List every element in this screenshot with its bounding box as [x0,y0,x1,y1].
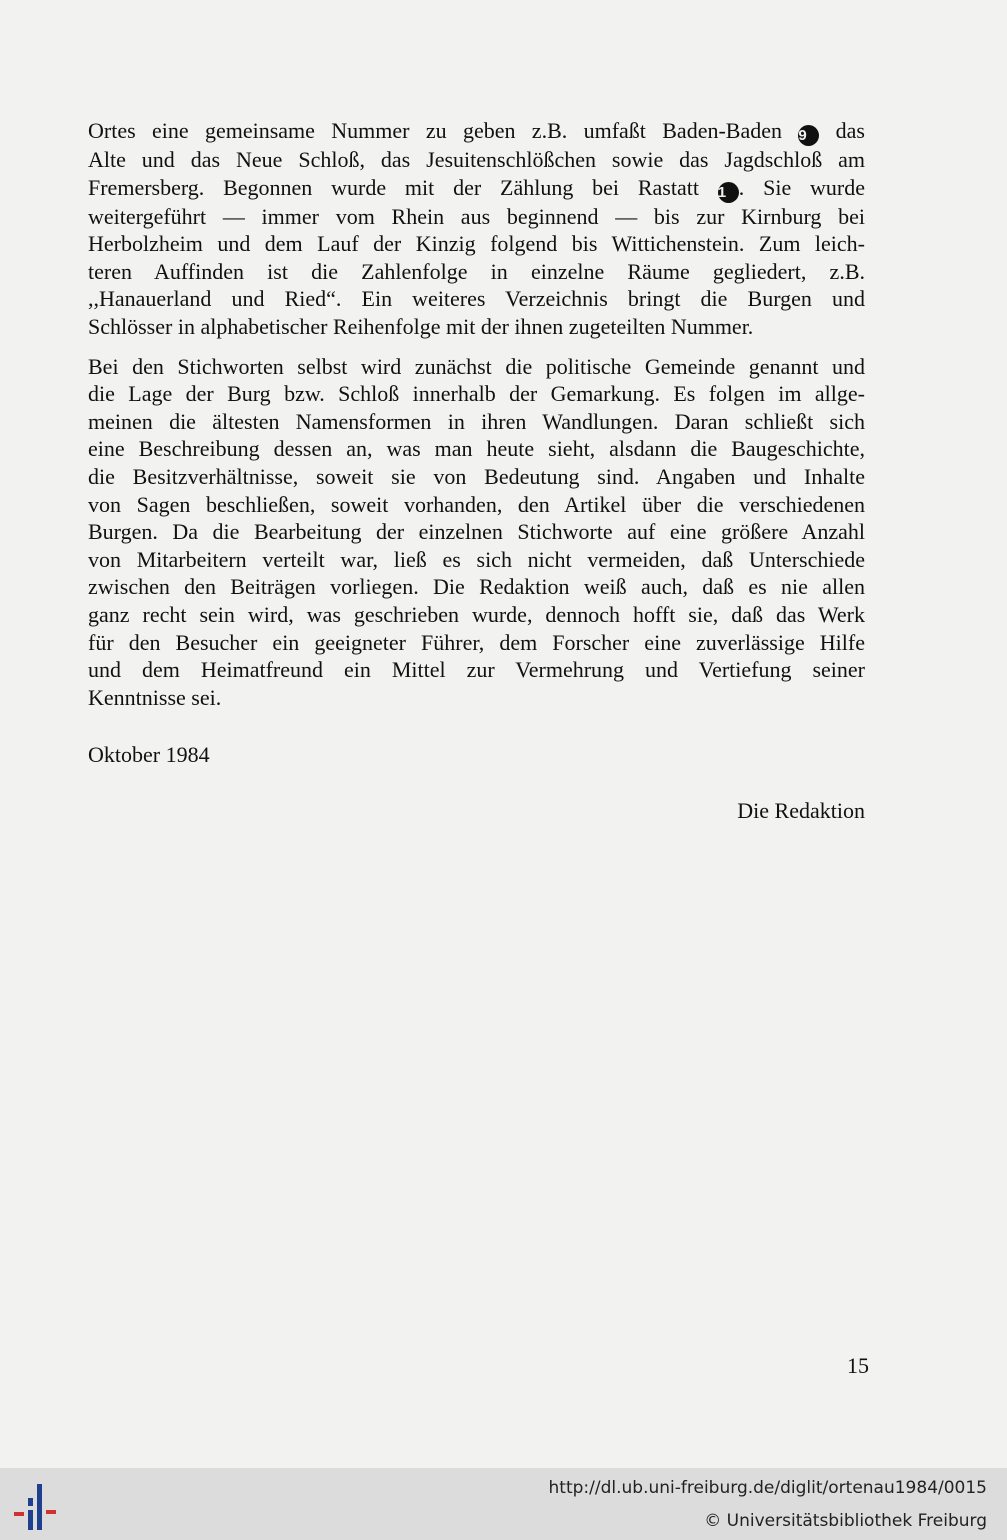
text-line: ganz recht sein wird, was geschrieben wurde, dennoch hofft sie, daß das Werk [88,601,865,627]
text-line [88,117,865,146]
signature: Die Redaktion [737,798,865,823]
text-line: von Mitarbeitern verteilt war, ließ es sich nicht vermeiden, daß Unterschiede [88,546,865,572]
text-line: Herbolzheim und dem Lauf der Kinzig folgend bis Wittichenstein. Zum leich- [88,231,865,257]
text-line: und dem Heimatfreund ein Mittel zur Vermehrung und Vertiefung seiner [88,657,865,683]
text-line: die Besitzverhältnisse, soweit sie von Bedeutung sind. Angaben und Inhalte [88,463,865,489]
text-line: meinen die ältesten Namensformen in ihren Wandlungen. Daran schließt sich [88,408,865,434]
text-line-part: das [835,118,865,143]
source-url-link[interactable]: http://dl.ub.uni-freiburg.de/diglit/ortenau1984/0015 [548,1478,987,1498]
text-line-part: . Sie wurde [738,174,866,200]
text-line: teren Auffinden ist die Zahlenfolge in einzelne Räume gegliedert, z.B. [88,258,865,284]
text-line [88,174,865,203]
text-line: Alte und das Neue Schloß, das Jesuitenschlößchen sowie das Jagdschloß am [88,147,865,172]
text-line-part: Ortes eine gemeinsame Nummer zu geben z.B. umfaßt Baden-Baden [88,118,782,143]
body-text [88,117,865,723]
text-line: die Lage der Burg bzw. Schloß innerhalb der Gemarkung. Es folgen im allge- [88,381,865,407]
paragraph-keywords [88,353,865,712]
text-line-part: Fremersberg. Begonnen wurde mit der Zählung bei Rastatt [88,174,699,200]
text-line: Schlösser in alphabetischer Reihenfolge mit der ihnen zugeteilten Nummer. [88,313,754,339]
library-logo-icon [12,1476,68,1532]
footer-bar [0,1468,1007,1540]
text-line: Burgen. Da die Bearbeitung der einzelnen Stichworte auf eine größere Anzahl [88,519,865,545]
text-line: Bei den Stichworten selbst wird zunächst die politische Gemeinde genannt und [88,353,865,379]
text-line: eine Beschreibung dessen an, was man heute sieht, alsdann die Baugeschichte, [88,436,865,462]
number-marker-one-icon: 1 [718,182,739,203]
text-line: zwischen den Beiträgen vorliegen. Die Redaktion weiß auch, daß es nie allen [88,574,865,600]
text-line: weitergeführt — immer vom Rhein aus beginnend — bis zur Kirnburg bei [88,203,865,229]
page-number: 15 [847,1353,869,1378]
copyright-notice: © Universitätsbibliothek Freiburg [704,1511,987,1531]
text-line: für den Besucher ein geeigneter Führer, dem Forscher eine zuverlässige Hilfe [88,629,865,655]
text-line: ,,Hanauerland und Ried“. Ein weiteres Verzeichnis bringt die Burgen und [88,286,865,312]
date-line: Oktober 1984 [88,742,210,767]
text-line: von Sagen beschließen, soweit vorhanden, den Artikel über die verschiedenen [88,491,865,517]
text-line: Kenntnisse sei. [88,684,222,710]
number-marker-nine-icon: 9 [798,125,819,146]
paragraph-intro [88,117,865,341]
